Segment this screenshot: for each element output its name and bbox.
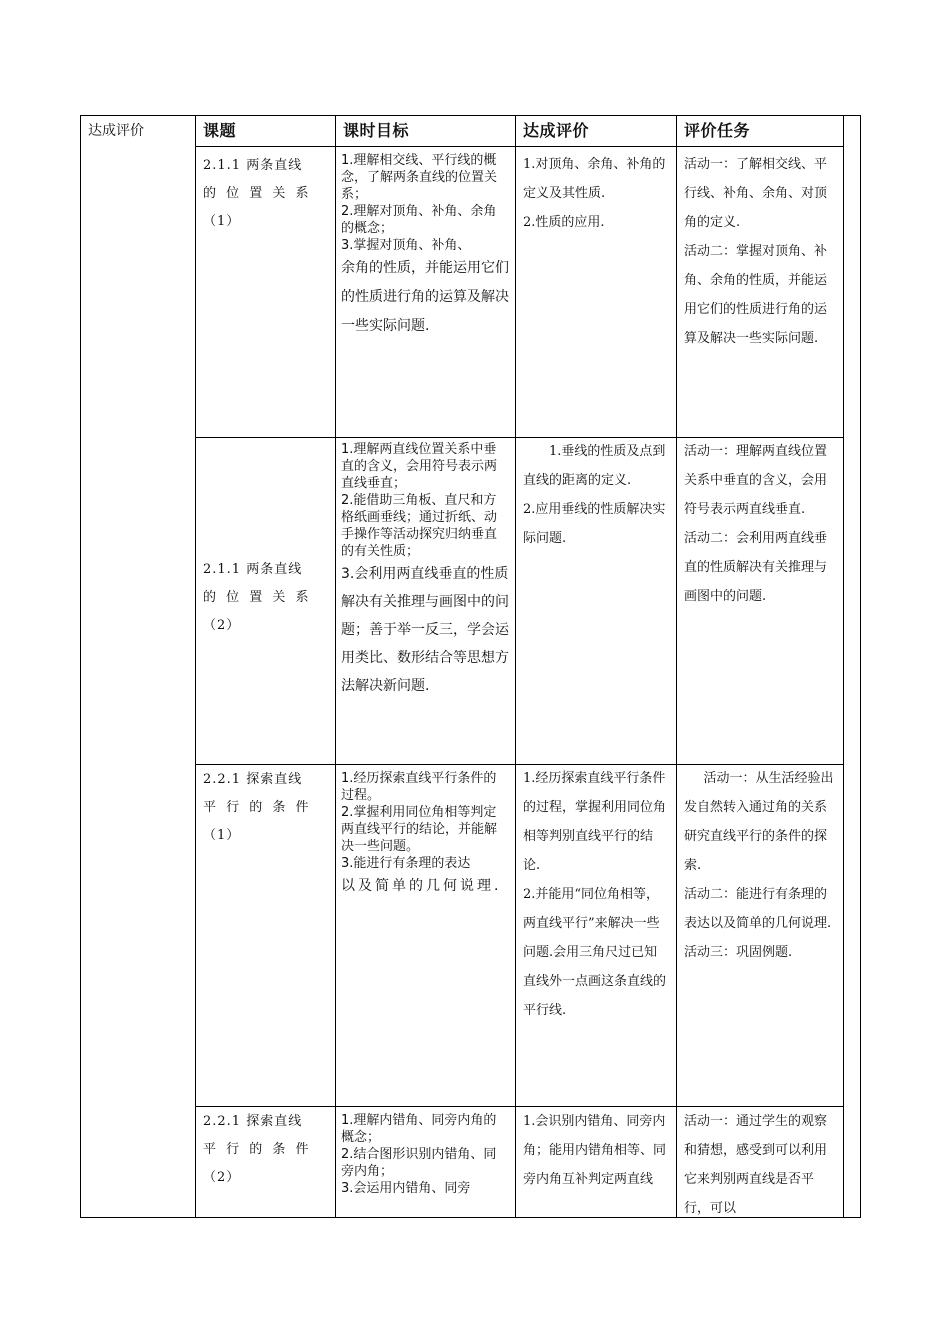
- row-3-goal: 1.经历探索直线平行条件的过程。 2.掌握利用同位角相等判定两直线平行的结论，并能解决一些问题。 3.能进行有条理的表达 以及简单的几何说理.: [341, 771, 502, 894]
- table-border-right: [860, 115, 861, 1218]
- row-2-topic: 2.1.1 两条直线 的 位 置 关 系 （2）: [203, 562, 312, 633]
- header-eval: 达成评价: [523, 121, 590, 140]
- table-divider-topic: [335, 115, 336, 1218]
- row-3-topic: 2.2.1 探索直线 平 行 的 条 件 （1）: [203, 772, 312, 843]
- table-divider-side: [195, 115, 196, 1218]
- header-topic: 课题: [203, 121, 237, 140]
- row-3-eval: 1.经历探索直线平行条件的过程，掌握利用同位角相等判别直线平行的结论. 2.并能用“同位角相等，两直线平行”来解决一些问题.会用三角尺过已知直线外一点画这条直线的平行线.: [523, 771, 667, 1018]
- row-4-goal: 1.理解内错角、同旁内角的概念； 2.结合图形识别内错角、同旁内角； 3.会运用内错角、同旁: [341, 1113, 497, 1196]
- row-3-task: 活动一：从生活经验出发自然转入通过角的关系研究直线平行的条件的探索. 活动二：能进行有条理的表达以及简单的几何说理. 活动三：巩固例题.: [684, 771, 834, 960]
- table-border-left: [80, 115, 81, 1218]
- row-2-task: 活动一：理解两直线位置关系中垂直的含义，会用符号表示两直线垂直. 活动二：会利用两直线垂直的性质解决有关推理与画图中的问题.: [684, 444, 828, 604]
- header-task: 评价任务: [684, 121, 751, 140]
- table-divider-eval: [676, 115, 677, 1218]
- row-1-eval: 1.对顶角、余角、补角的定义及其性质. 2.性质的应用.: [523, 157, 666, 230]
- table-border-bottom: [80, 1217, 861, 1218]
- row-4-eval: 1.会识别内错角、同旁内角；能用内错角相等、同旁内角互补判定两直线: [523, 1114, 667, 1187]
- table-divider-goal: [515, 115, 516, 1218]
- row-2-eval: 1.垂线的性质及点到直线的距离的定义. 2.应用垂线的性质解决实际问题.: [523, 444, 666, 546]
- row-1-topic: 2.1.1 两条直线 的 位 置 关 系 （1）: [203, 158, 312, 229]
- table-border-top: [80, 115, 861, 116]
- header-bottom-line: [195, 146, 844, 147]
- row-1-task: 活动一：了解相交线、平行线、补角、余角、对顶角的定义. 活动二：掌握对顶角、补角、余角的性质，并能运用它们的性质进行角的运算及解决一些实际问题.: [684, 157, 828, 346]
- row-4-task: 活动一：通过学生的观察和猜想，感受到可以利用它来判别两直线是否平行，可以: [684, 1114, 828, 1216]
- table-divider-task: [843, 115, 844, 1218]
- row-2-goal: 1.理解两直线位置关系中垂直的含义，会用符号表示两直线垂直； 2.能借助三角板、直尺和方格纸画垂线；通过折纸、动手操作等活动探究归纳垂直的有关性质； 3.会利用两直线垂直的性质解决有关推理与画图中的问题；善于举一反三，学会运用类比、数形结合等思想方法解决新问题.: [341, 442, 509, 694]
- header-goal: 课时目标: [343, 121, 410, 140]
- row-4-topic: 2.2.1 探索直线 平 行 的 条 件 （2）: [203, 1114, 312, 1185]
- row-1-goal: 1.理解相交线、平行线的概念，了解两条直线的位置关系； 2.理解对顶角、补角、余角的概念； 3.掌握对顶角、补角、 余角的性质，并能运用它们的性质进行角的运算及解决一些实际问题.: [341, 153, 509, 334]
- section-label: 达成评价: [88, 123, 144, 139]
